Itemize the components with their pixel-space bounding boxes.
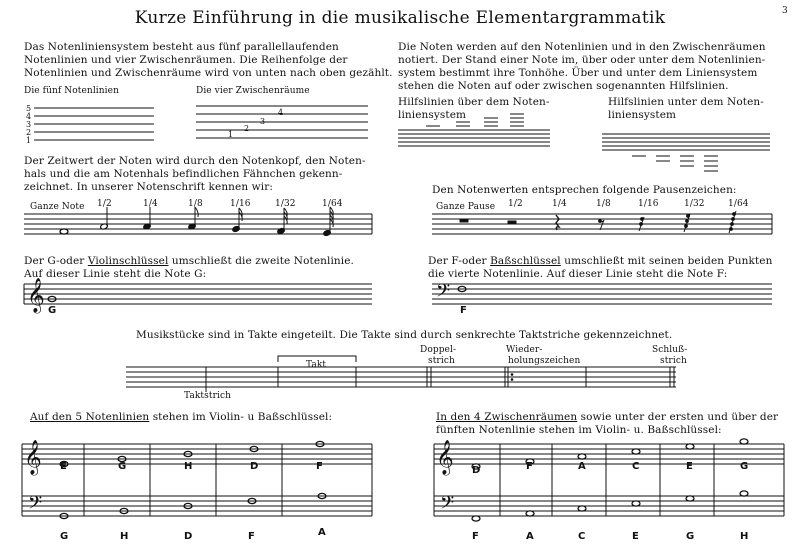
value-label-thirtysecond: 1/32 [275,199,296,209]
space-number-1: 1 [228,130,234,139]
svg-text:𝄞: 𝄞 [436,440,454,475]
treble-line-note-g: G [118,461,127,472]
bass-note-f-label: F [460,305,467,316]
bass-space-note-g: G [686,531,695,542]
ledger-below-label-1: Hilfslinien unter dem Noten- [608,96,764,108]
intro-line-2: Notenlinien und vier Zwischenräumen. Die Reihenfolge der [24,54,348,66]
treble-line-1: Der G-oder Violinschlüssel umschließt die zweite Notenlinie. [24,255,354,267]
takt-label: Takt [306,360,327,370]
bass-space-note-f: F [472,531,479,542]
five-lines-label: Die fünf Notenlinien [24,86,119,96]
taktstrich-label: Taktstrich [184,391,231,401]
four-spaces-label: Die vier Zwischenräume [196,86,310,96]
rests-line: Den Notenwerten entsprechen folgende Pausenzeichen: [432,184,737,196]
treble-space-note-e: E [686,461,693,472]
values-line-2: hals und die am Notenhals befindlichen Fähnchen gekenn- [24,168,343,180]
bass-space-note-c: C [578,531,586,542]
spaces-section-title: In den 4 Zwischenräumen sowie unter der ersten und über der [436,411,779,423]
notes-intro-line-1: Die Noten werden auf den Notenlinien und in den Zwischenräumen [398,41,766,53]
rest-label-whole: Ganze Pause [436,202,496,212]
ledger-above-label-1: Hilfslinien über dem Noten- [398,96,550,108]
rest-label-quarter: 1/4 [552,199,567,209]
measures-line: Musikstücke sind in Takte eingeteilt. Die Takte sind durch senkrechte Taktstriche gekennzeichnet. [136,329,673,341]
clef-symbols [24,278,748,521]
ledger-above-label-2: liniensystem [398,109,467,121]
treble-line-note-f: F [316,461,323,472]
intro-line-1: Das Notenliniensystem besteht aus fünf parallellaufenden [24,41,339,53]
bass-line-note-a: A [318,527,326,538]
wiederholung-label-1: Wieder- [506,345,543,355]
treble-space-note-c: C [632,461,640,472]
lines-section-title: Auf den 5 Notenlinien stehen im Violin- u Baßschlüssel: [30,411,333,423]
rest-label-eighth: 1/8 [596,199,611,209]
svg-text:𝄞: 𝄞 [24,440,42,475]
bass-line-2: die vierte Notenlinie. Auf dieser Linie steht die Note F: [428,268,728,280]
intro-line-3: Notenlinien und Zwischenräume wird von unten nach oben gezählt. [24,67,393,79]
value-label-sixtyfourth: 1/64 [322,199,343,209]
treble-space-note-g: G [740,461,749,472]
notes-intro-line-3: system bestimmt ihre Tonhöhe. Über und unter dem Liniensystem [398,67,758,79]
value-label-quarter: 1/4 [143,199,158,209]
measures-staff [126,356,676,392]
bass-line-note-g: G [60,531,69,542]
four-spaces-staff [196,106,368,138]
five-lines-staff [34,108,154,140]
grand-staff-lines [22,444,372,516]
value-label-sixteenth: 1/16 [230,199,251,209]
schlussstrich-label-2: strich [660,356,687,366]
treble-g-staff [24,284,372,304]
notes-intro-line-4: stehen die Noten auf oder zwischen sogenannten Hilfslinien. [398,80,729,92]
svg-text:𝄢: 𝄢 [436,281,451,306]
ledger-below-label-2: liniensystem [608,109,677,121]
ledger-below-staff [602,134,770,171]
values-line-3: zeichnet. In unserer Notenschrift kennen wir: [24,181,273,193]
rest-label-sixteenth: 1/16 [638,199,659,209]
line-number-1: 1 [26,136,32,145]
rest-label-half: 1/2 [508,199,523,209]
value-label-half: 1/2 [97,199,112,209]
bass-line-note-d: D [184,531,193,542]
line-number-4: 4 [26,112,32,121]
svg-text:𝄞: 𝄞 [27,278,45,313]
values-line-1: Der Zeitwert der Noten wird durch den Notenkopf, den Noten- [24,155,366,167]
treble-line-note-d: D [250,461,259,472]
page-title: Kurze Einführung in die musikalische Elementargrammatik [134,8,666,28]
value-label-eighth: 1/8 [188,199,203,209]
doppelstrich-label-2: strich [428,356,455,366]
wiederholung-label-2: holungszeichen [508,356,581,366]
notes-intro-line-2: notiert. Der Stand einer Note im, über oder unter dem Notenlinien- [398,54,766,66]
bass-space-note-e: E [632,531,639,542]
doppelstrich-label-1: Doppel- [420,345,457,355]
bass-line-1: Der F-oder Baßschlüssel umschließt mit seinen beiden Punkten [428,255,773,267]
schlussstrich-label-1: Schluß- [652,345,688,355]
page-number: 3 [782,6,788,16]
space-number-4: 4 [278,108,284,117]
ledger-above-staff [398,114,550,146]
space-number-3: 3 [260,117,266,126]
value-label-whole: Ganze Note [30,202,85,212]
spaces-section-line-2: fünften Notenlinie stehen im Violin- u. Baßschlüssel: [436,424,722,436]
bass-space-note-h: H [740,531,749,542]
treble-space-note-d: D [472,465,481,476]
note-values-notes [60,207,333,236]
treble-note-g-label: G [48,305,57,316]
rest-label-sixtyfourth: 1/64 [728,199,749,209]
line-number-3: 3 [26,120,32,129]
bass-f-staff [432,284,772,304]
rest-label-thirtysecond: 1/32 [684,199,705,209]
svg-text:𝄢: 𝄢 [28,493,43,518]
line-number-2: 2 [26,128,32,137]
svg-text:𝄢: 𝄢 [440,493,455,518]
grand-staff-spaces [434,444,784,516]
space-number-2: 2 [244,124,250,133]
bass-space-note-a: A [526,531,534,542]
treble-line-note-e: E [60,461,67,472]
line-number-5: 5 [26,104,32,113]
bass-line-note-h: H [120,531,129,542]
bass-line-note-f: F [248,531,255,542]
treble-space-note-a: A [578,461,586,472]
treble-line-note-h: H [184,461,193,472]
treble-line-2: Auf dieser Linie steht die Note G: [24,268,207,280]
treble-space-note-f: F [526,461,533,472]
